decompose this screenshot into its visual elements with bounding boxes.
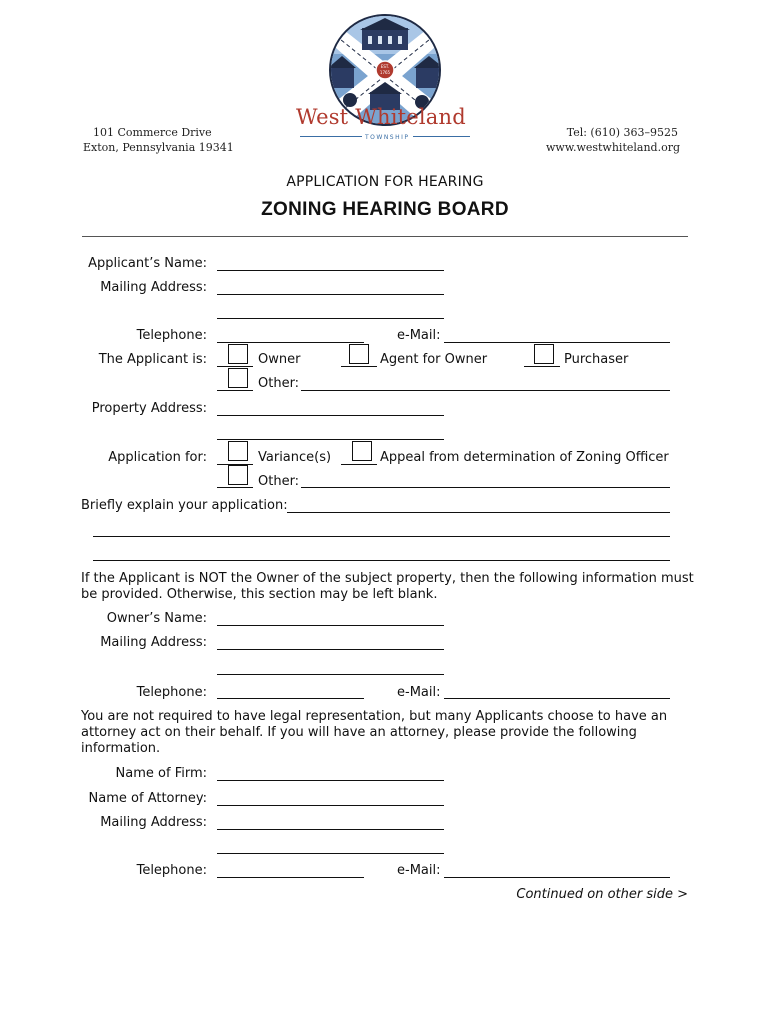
appeal-checkbox[interactable] [352,441,372,461]
firm-name-label: Name of Firm: [115,766,207,781]
application-other-field[interactable] [301,487,670,488]
explain-label: Briefly explain your application: [81,498,288,513]
application-other-checkbox[interactable] [228,465,248,485]
purchaser-option-line [524,366,560,367]
agent-option-label: Agent for Owner [380,352,488,367]
attorney-mailing-label: Mailing Address: [100,815,207,830]
attorney-name-field[interactable] [217,805,444,806]
attorney-mailing-field-2[interactable] [217,853,444,854]
application-title: APPLICATION FOR HEARING [286,174,484,190]
title-divider [82,236,688,237]
owner-telephone-field[interactable] [217,698,364,699]
property-address-field-2[interactable] [217,439,444,440]
owner-email-label: e-Mail: [397,685,441,700]
appeal-option-line [341,464,377,465]
owner-checkbox[interactable] [228,344,248,364]
owner-mailing-field-2[interactable] [217,674,444,675]
applicant-mailing-label: Mailing Address: [100,280,207,295]
firm-name-field[interactable] [217,780,444,781]
website-link[interactable]: www.westwhiteland.org [546,141,680,154]
owner-name-field[interactable] [217,625,444,626]
attorney-name-label: Name of Attorney: [88,791,207,806]
board-title: ZONING HEARING BOARD [261,199,509,220]
owner-telephone-label: Telephone: [136,685,207,700]
applicant-other-label: Other: [258,376,300,391]
attorney-note-line-1: You are not required to have legal representation, but many Applicants choose to have an [81,709,668,724]
agent-option-line [341,366,377,367]
logo-name: West Whiteland [296,105,466,129]
purchaser-option-label: Purchaser [564,352,629,367]
applicant-email-field[interactable] [444,342,670,343]
continued-note: Continued on other side > [516,887,688,902]
telephone-number: Tel: (610) 363–9525 [566,126,678,139]
seal-text-1: EST. [380,64,390,69]
attorney-mailing-field-1[interactable] [217,829,444,830]
township-logo [290,14,480,148]
applicant-other-checkbox[interactable] [228,368,248,388]
address-line-2: Exton, Pennsylvania 19341 [83,141,234,154]
applicant-telephone-field[interactable] [217,342,364,343]
explain-field-2[interactable] [93,536,670,537]
owner-note-line-1: If the Applicant is NOT the Owner of the subject property, then the following information must [81,571,694,586]
appeal-option-label: Appeal from determination of Zoning Officer [380,450,669,465]
seal-text-2: 1765 [379,70,391,75]
other-option-line [217,390,253,391]
variance-option-label: Variance(s) [258,450,332,465]
applicant-email-label: e-Mail: [397,328,441,343]
attorney-telephone-field[interactable] [217,877,364,878]
attorney-email-field[interactable] [444,877,670,878]
attorney-note-line-3: information. [81,741,161,756]
variance-checkbox[interactable] [228,441,248,461]
owner-option-line [217,366,253,367]
property-address-field-1[interactable] [217,415,444,416]
application-other-label: Other: [258,474,300,489]
explain-field-1[interactable] [287,512,670,513]
applicant-telephone-label: Telephone: [136,328,207,343]
owner-email-field[interactable] [444,698,670,699]
owner-mailing-field-1[interactable] [217,649,444,650]
logo-subtitle: TOWNSHIP [362,134,413,141]
address-line-1: 101 Commerce Drive [93,126,212,139]
applicant-is-label: The Applicant is: [98,352,207,367]
applicant-name-label: Applicant’s Name: [88,256,207,271]
owner-note-line-2: be provided. Otherwise, this section may be left blank. [81,587,438,602]
attorney-email-label: e-Mail: [397,863,441,878]
property-address-label: Property Address: [91,401,207,416]
agent-checkbox[interactable] [349,344,369,364]
attorney-note-line-2: attorney act on their behalf. If you will have an attorney, please provide the following [81,725,637,740]
application-for-label: Application for: [108,450,207,465]
applicant-mailing-field-2[interactable] [217,318,444,319]
attorney-telephone-label: Telephone: [136,863,207,878]
application-other-option-line [217,487,253,488]
applicant-other-field[interactable] [301,390,670,391]
owner-option-label: Owner [258,352,301,367]
applicant-name-field[interactable] [217,270,444,271]
explain-field-3[interactable] [93,560,670,561]
owner-name-label: Owner’s Name: [106,611,207,626]
purchaser-checkbox[interactable] [534,344,554,364]
owner-mailing-label: Mailing Address: [100,635,207,650]
applicant-mailing-field-1[interactable] [217,294,444,295]
